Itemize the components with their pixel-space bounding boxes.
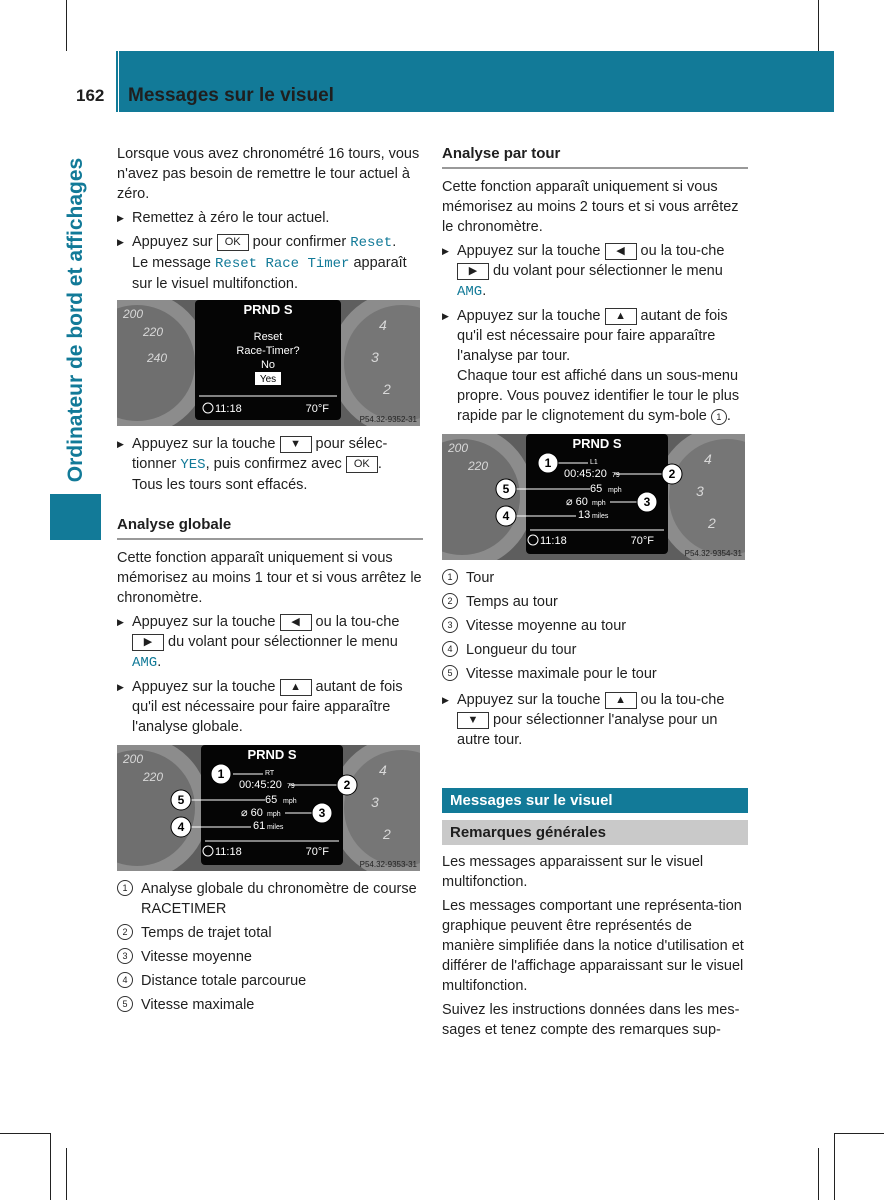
global-description: Cette fonction apparaît uniquement si vous mémorisez au moins 1 tour et si vous arrêtez le chronomètre. [117, 550, 422, 606]
svg-text:2: 2 [708, 515, 716, 531]
down-key-icon: ▼ [280, 436, 312, 453]
crop-mark [0, 1133, 50, 1134]
max-speed: 65 [590, 483, 603, 495]
step-reset-lap: ▶ Remettez à zéro le tour actuel. [117, 208, 423, 228]
intro-paragraph: Lorsque vous avez chronométré 16 tours, vous n'avez pas besoin de remettre le tour actuel à zéro. [117, 146, 420, 202]
number-circle-icon: 5 [117, 996, 133, 1012]
clock-time: 11:18 [540, 535, 567, 547]
svg-text:79: 79 [287, 783, 295, 790]
display-term: Reset [350, 235, 393, 251]
svg-text:3: 3 [318, 806, 326, 820]
outside-temp: 70°F [630, 535, 654, 547]
paragraph: Les messages comportant une représenta-tion graphique peuvent être représentés de manière simplifiée dans la notice d'utilisation et différer de l'affichage apparaissant sur le visuel multifonction. [442, 898, 744, 994]
svg-text:4: 4 [502, 509, 510, 523]
callout-3 [637, 492, 657, 512]
number-circle-icon: 2 [117, 924, 133, 940]
number-circle-icon: 3 [442, 617, 458, 633]
svg-text:1: 1 [217, 767, 225, 781]
number-circle-icon: 1 [711, 409, 727, 425]
right-column [442, 144, 748, 1044]
callout-4 [171, 817, 191, 837]
svg-text:4: 4 [379, 762, 387, 778]
number-circle-icon: 1 [117, 880, 133, 896]
svg-text:2: 2 [343, 778, 351, 792]
svg-text:2: 2 [383, 826, 391, 842]
svg-text:220: 220 [143, 770, 164, 784]
number-circle-icon: 2 [442, 593, 458, 609]
lap-time: 00:45:20 [564, 468, 607, 480]
dashboard-figure-tour [442, 434, 745, 560]
callout-1 [211, 764, 231, 784]
avg-speed: ⌀ 60 [241, 807, 263, 819]
tour-description: Cette fonction apparaît uniquement si vous mémorisez au moins 2 tours et si vous arrêtez le chronomètre. [442, 179, 739, 235]
display-term: AMG [132, 655, 158, 671]
svg-text:2: 2 [383, 381, 391, 397]
legend-item: 3 Vitesse moyenne au tour [442, 616, 748, 636]
crop-mark [818, 0, 819, 51]
crop-mark [50, 1133, 51, 1200]
side-tab-label: Ordinateur de bord et affichages [64, 157, 87, 483]
section-heading-tour: Analyse par tour [442, 144, 748, 169]
right-key-icon: ▶ [132, 634, 164, 651]
clock-time: 11:18 [215, 846, 242, 858]
step-other-lap: ▶ Appuyez sur la touche ▲ ou la tou-che ▼ pour sélectionner l'analyse pour un autre tour. [442, 690, 748, 750]
left-column [117, 144, 423, 1019]
down-key-icon: ▼ [457, 712, 489, 729]
distance: 61 [253, 820, 266, 832]
svg-text:79: 79 [612, 472, 620, 479]
distance: 13 [578, 509, 591, 521]
svg-text:4: 4 [177, 820, 185, 834]
ok-key-icon: OK [217, 234, 249, 251]
mode-tag: RT [265, 770, 275, 777]
section-band-messages: Messages sur le visuel [442, 788, 748, 813]
svg-text:200: 200 [123, 752, 144, 766]
legend-item: 2 Temps de trajet total [117, 923, 423, 943]
gear-indicator: PRND S [572, 436, 622, 451]
left-key-icon: ◀ [605, 243, 637, 260]
paragraph: Suivez les instructions données dans les mes-sages et tenez compte des remarques sup- [442, 1002, 740, 1038]
svg-text:miles: miles [592, 513, 609, 520]
number-circle-icon: 5 [442, 665, 458, 681]
svg-text:3: 3 [371, 349, 379, 365]
svg-text:miles: miles [267, 824, 284, 831]
step-show-global: ▶ Appuyez sur la touche ▲ autant de fois qu'il est nécessaire pour faire apparaître l'analyse globale. [117, 677, 423, 737]
section-heading-global: Analyse globale [117, 515, 423, 540]
step-show-tour: ▶ Appuyez sur la touche ▲ autant de fois qu'il est nécessaire pour faire apparaître l'analyse par tour. Chaque tour est affiché dans un sous-menu propre. Vous pouvez identifier le tour le plus rapide par le clignotement du sym-bole 1 . [442, 306, 748, 426]
svg-text:4: 4 [704, 451, 712, 467]
legend-global [117, 879, 423, 1015]
svg-text:1: 1 [544, 456, 552, 470]
svg-text:4: 4 [379, 317, 387, 333]
outside-temp: 70°F [305, 846, 329, 858]
svg-text:200: 200 [123, 307, 144, 321]
figure-code: P54.32-9354-31 [684, 549, 742, 558]
svg-text:200: 200 [448, 441, 469, 455]
up-key-icon: ▲ [280, 679, 312, 696]
display-line: No [260, 359, 276, 371]
display-term: YES [180, 457, 206, 473]
svg-text:5: 5 [502, 482, 510, 496]
svg-text:2: 2 [668, 467, 676, 481]
left-key-icon: ◀ [280, 614, 312, 631]
legend-tour [442, 568, 748, 684]
legend-item: 1 Tour [442, 568, 748, 588]
mode-tag: L1 [590, 459, 598, 466]
figure-code: P54.32-9353-31 [359, 860, 417, 869]
display-term: AMG [457, 284, 483, 300]
step-confirm-reset: ▶ Appuyez sur OK pour confirmer Reset. Le message Reset Race Timer apparaît sur le visuel multifonction. [117, 232, 423, 294]
right-key-icon: ▶ [457, 263, 489, 280]
max-speed: 65 [265, 794, 278, 806]
number-circle-icon: 4 [117, 972, 133, 988]
svg-text:220: 220 [468, 459, 489, 473]
svg-text:mph: mph [608, 487, 622, 494]
svg-text:mph: mph [267, 811, 281, 818]
crop-mark [66, 1148, 67, 1200]
total-time: 00:45:20 [239, 779, 282, 791]
subsection-band-general: Remarques générales [442, 820, 748, 845]
crop-mark [834, 1133, 835, 1200]
legend-item: 5 Vitesse maximale pour le tour [442, 664, 748, 684]
step-select-amg: ▶ Appuyez sur la touche ◀ ou la tou-che ▶ du volant pour sélectionner le menu AMG. [442, 241, 748, 302]
svg-text:240: 240 [147, 351, 168, 365]
outside-temp: 70°F [305, 403, 329, 415]
display-line: Reset [253, 331, 283, 343]
callout-2 [662, 464, 682, 484]
figure-code: P54.32-9352-31 [359, 415, 417, 424]
paragraph: Les messages apparaissent sur le visuel multifonction. [442, 854, 704, 890]
side-tab-marker [50, 494, 101, 540]
page-number: 162 [76, 86, 105, 105]
legend-item: 1 Analyse globale du chronomètre de course RACETIMER [117, 879, 423, 919]
svg-text:5: 5 [177, 793, 185, 807]
display-line: Race-Timer? [236, 345, 300, 357]
legend-item: 2 Temps au tour [442, 592, 748, 612]
step-select-amg: ▶ Appuyez sur la touche ◀ ou la tou-che ▶ du volant pour sélectionner le menu AMG. [117, 612, 423, 673]
dashboard-figure-reset [117, 300, 420, 426]
page-title: Messages sur le visuel [128, 85, 334, 106]
up-key-icon: ▲ [605, 308, 637, 325]
gear-indicator: PRND S [243, 302, 293, 317]
callout-2 [337, 775, 357, 795]
dashboard-figure-global [117, 745, 420, 871]
svg-text:220: 220 [143, 325, 164, 339]
legend-item: 4 Distance totale parcourue [117, 971, 423, 991]
crop-mark [66, 0, 67, 51]
legend-item: 3 Vitesse moyenne [117, 947, 423, 967]
callout-5 [496, 479, 516, 499]
svg-text:mph: mph [283, 798, 297, 805]
crop-mark [834, 1133, 884, 1134]
legend-item: 4 Longueur du tour [442, 640, 748, 660]
callout-3 [312, 803, 332, 823]
display-selected: Yes [259, 374, 277, 385]
gear-indicator: PRND S [247, 747, 297, 762]
number-circle-icon: 1 [442, 569, 458, 585]
svg-text:3: 3 [371, 794, 379, 810]
callout-5 [171, 790, 191, 810]
svg-text:3: 3 [643, 495, 651, 509]
callout-4 [496, 506, 516, 526]
svg-text:mph: mph [592, 500, 606, 507]
display-term: Reset Race Timer [215, 256, 350, 272]
ok-key-icon: OK [346, 456, 378, 473]
svg-text:3: 3 [696, 483, 704, 499]
number-circle-icon: 3 [117, 948, 133, 964]
header-separator [118, 51, 119, 112]
crop-mark [818, 1148, 819, 1200]
callout-1 [538, 453, 558, 473]
up-key-icon: ▲ [605, 692, 637, 709]
legend-item: 5 Vitesse maximale [117, 995, 423, 1015]
avg-speed: ⌀ 60 [566, 496, 588, 508]
number-circle-icon: 4 [442, 641, 458, 657]
clock-time: 11:18 [215, 403, 242, 415]
step-select-yes: ▶ Appuyez sur la touche ▼ pour sélec-tionner YES, puis confirmez avec OK . Tous les tours sont effacés. [117, 434, 423, 495]
